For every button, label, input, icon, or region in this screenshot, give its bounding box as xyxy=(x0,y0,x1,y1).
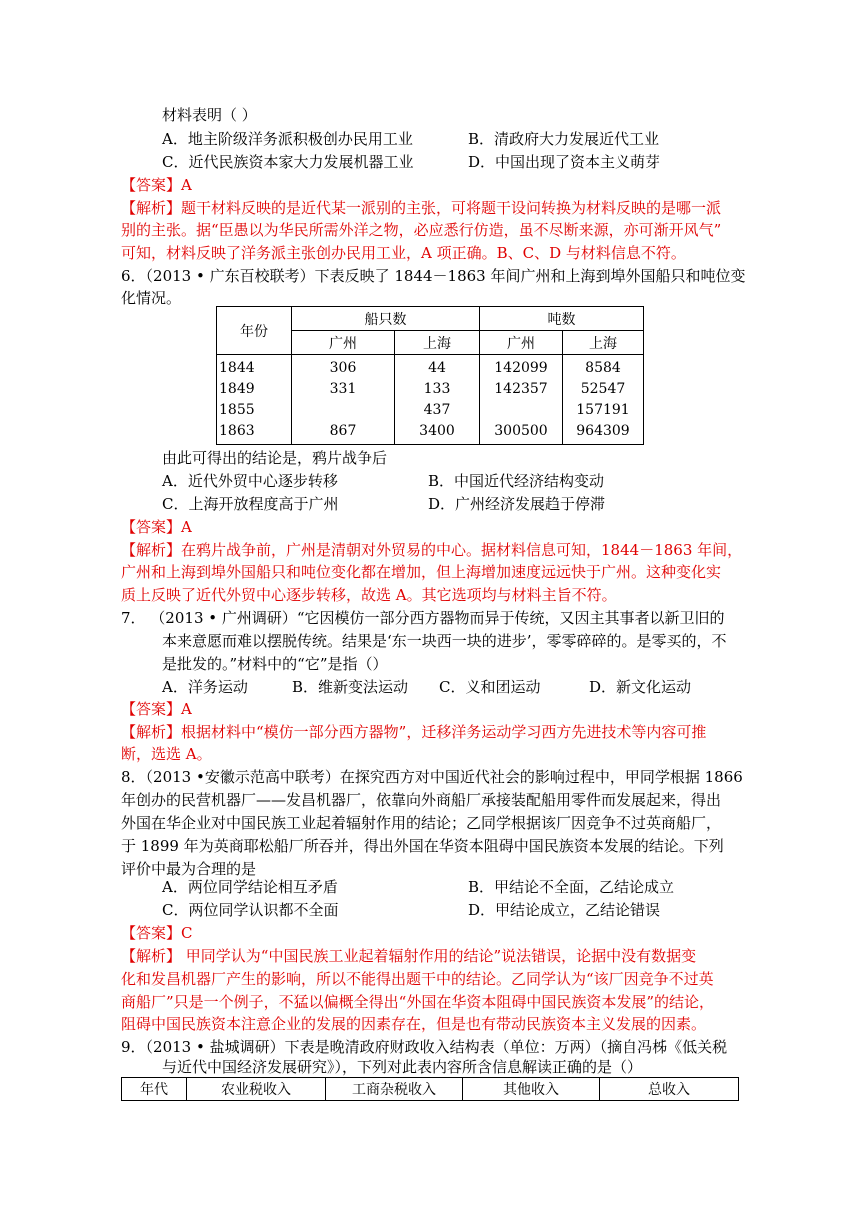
q6-stem-line-1: 6．（2013 • 广东百校联考）下表反映了 1844－1863 年间广州和上海到埠外国船只和吨位变 xyxy=(121,267,746,285)
q8-stem-line-4: 于 1899 年为英商耶松船厂所吞并，得出外国在华资本阻碍中国民族资本发展的结论。下列 xyxy=(121,837,724,855)
q7-analysis-line-2: 断，选选 A。 xyxy=(121,745,212,763)
table-cell: 52547 xyxy=(580,381,626,397)
answer-value: A xyxy=(181,518,192,536)
q5-answer xyxy=(121,174,192,196)
q6-analysis-line-2: 广州和上海到埠外国船只和吨位变化都在增加，但上海增加速度远远快于广州。这种变化实 xyxy=(121,563,722,581)
q5-option-b: B．清政府大力发展近代工业 xyxy=(468,130,660,148)
q8-analysis-line-3: 商船厂”只是一个例子，不猛以偏概全得出“外国在华资本阻碍中国民族资本发展”的结论， xyxy=(121,993,715,1011)
tons-guangzhou-column xyxy=(480,355,563,445)
table-cell: 142357 xyxy=(494,381,548,397)
q5-option-c: C．近代民族资本家大力发展机器工业 xyxy=(162,153,414,171)
q6-option-d: D．广州经济发展趋于停滞 xyxy=(428,495,606,513)
table-header-cell: 农业税收入 xyxy=(187,1078,326,1101)
q7-stem-line-3: 是批发的。”材料中的“它”是指（） xyxy=(162,655,388,673)
q5-analysis-line-3: 可知，材料反映了洋务派主张创办民用工业，A 项正确。B、C、D 与材料信息不符。 xyxy=(121,244,686,262)
analysis-label: 【解析】 xyxy=(121,541,182,559)
q8-answer xyxy=(121,922,193,944)
table-cell: 1855 xyxy=(219,402,255,418)
q6-option-b: B．中国近代经济结构变动 xyxy=(428,472,605,490)
q8-analysis-line-4: 阻碍中国民族资本注意企业的发展的因素存在，但是也有带动民族资本主义发展的因素。 xyxy=(121,1015,707,1033)
table-header-cell: 年代 xyxy=(122,1078,187,1101)
table-cell: 867 xyxy=(329,423,357,439)
table-cell xyxy=(480,400,562,421)
table-cell xyxy=(292,400,394,421)
q5-option-a: A．地主阶级洋务派积极创办民用工业 xyxy=(162,130,413,148)
table-cell: 133 xyxy=(423,381,451,397)
q8-stem-line-5: 评价中最为合理的是 xyxy=(121,860,257,878)
q6-analysis-line-3: 质上反映了近代外贸中心逐步转移，故选 A。其它选项均与材料主旨不符。 xyxy=(121,586,617,604)
analysis-text: 在鸦片战争前，广州是清朝对外贸易的中心。据材料信息可知，1844－1863 年间， xyxy=(181,541,743,559)
q5-stem: 材料表明（ ） xyxy=(162,106,257,124)
q8-analysis-line-2: 化和发昌机器厂产生的影响，所以不能得出题干中的结论。乙同学认为“该厂因竞争不过英 xyxy=(121,970,714,988)
q5-option-d: D．中国出现了资本主义萌芽 xyxy=(468,153,661,171)
q5-analysis-line-1 xyxy=(121,197,721,219)
table-data-block xyxy=(217,355,644,445)
q7-option-c: C．义和团运动 xyxy=(439,678,541,696)
table-subheader: 广州 xyxy=(292,331,395,355)
q8-analysis-line-1 xyxy=(121,945,696,967)
table-cell: 142099 xyxy=(494,360,548,376)
answer-label: 【答案】 xyxy=(121,700,182,718)
table-cell: 157191 xyxy=(576,402,630,418)
table-header-cell: 总收入 xyxy=(600,1078,739,1101)
table-cell: 1863 xyxy=(219,423,255,439)
q7-answer xyxy=(121,698,192,720)
table-header-cell: 其他收入 xyxy=(463,1078,600,1101)
q7-analysis-line-1 xyxy=(121,721,706,743)
table-cell: 964309 xyxy=(576,423,630,439)
table-cell: 3400 xyxy=(419,423,455,439)
q7-option-d: D．新文化运动 xyxy=(589,678,692,696)
q9-stem-line-1: 9．（2013 • 盐城调研）下表是晚清政府财政收入结构表（单位：万两）（摘自冯柹《低关税 xyxy=(121,1038,728,1056)
analysis-label: 【解析】 xyxy=(121,947,182,965)
table-cell: 331 xyxy=(329,381,357,397)
q6-answer xyxy=(121,516,192,538)
table-cell: 44 xyxy=(428,360,446,376)
analysis-label: 【解析】 xyxy=(121,723,182,741)
q8-option-a: A．两位同学结论相互矛盾 xyxy=(162,878,338,896)
q8-stem-line-3: 外国在华企业对中国民族工业起着辐射作用的结论；乙同学根据该厂因竞争不过英商船厂， xyxy=(121,814,722,832)
q7-option-b: B．维新变法运动 xyxy=(292,678,409,696)
q7-stem-line-1: 7． （2013 • 广州调研）“它因模仿一部分西方器物而异于传统，又因主其事者以新卫旧的 xyxy=(121,609,725,627)
table-header-cell: 工商杂税收入 xyxy=(326,1078,463,1101)
table-header-ships: 船只数 xyxy=(292,307,480,331)
analysis-label: 【解析】 xyxy=(121,199,182,217)
table-cell: 300500 xyxy=(494,423,548,439)
q6-option-a: A．近代外贸中心逐步转移 xyxy=(162,472,338,490)
q9-revenue-table xyxy=(121,1077,739,1101)
table-subheader: 广州 xyxy=(480,331,563,355)
table-cell: 1844 xyxy=(219,360,255,376)
year-column xyxy=(217,355,292,445)
answer-label: 【答案】 xyxy=(121,924,182,942)
q7-option-a: A．洋务运动 xyxy=(162,678,248,696)
table-header-year: 年份 xyxy=(217,307,292,355)
table-subheader: 上海 xyxy=(395,331,480,355)
q7-stem-line-2: 本来意愿而难以摆脱传统。结果是‘东一块西一块的进步’，零零碎碎的。是零买的，不 xyxy=(162,632,727,650)
q6-option-c: C．上海开放程度高于广州 xyxy=(162,495,339,513)
analysis-text: 题干材料反映的是近代某一派别的主张，可将题干设问转换为材料反映的是哪一派 xyxy=(181,199,722,217)
table-subheader: 上海 xyxy=(563,331,644,355)
table-cell: 8584 xyxy=(585,360,621,376)
q6-analysis-line-1 xyxy=(121,539,742,561)
q8-stem-line-1: 8．（2013 •安徽示范高中联考）在探究西方对中国近代社会的影响过程中，甲同学根据 1866 xyxy=(121,768,743,786)
ships-guangzhou-column xyxy=(292,355,395,445)
analysis-text: 根据材料中“模仿一部分西方器物”，迁移洋务运动学习西方先进技术等内容可推 xyxy=(181,723,707,741)
q8-stem-line-2: 年创办的民营机器厂——发昌机器厂，依靠向外商船厂承接装配船用零件而发展起来，得出 xyxy=(121,791,722,809)
q8-option-b: B．甲结论不全面，乙结论成立 xyxy=(468,878,675,896)
q6-conclusion: 由此可得出的结论是，鸦片战争后 xyxy=(162,449,388,467)
q8-option-d: D．甲结论成立，乙结论错误 xyxy=(468,901,661,919)
answer-value: A xyxy=(181,176,192,194)
q6-ships-table xyxy=(216,306,644,445)
answer-label: 【答案】 xyxy=(121,176,182,194)
tons-shanghai-column xyxy=(563,355,644,445)
table-cell: 306 xyxy=(329,360,357,376)
q6-stem-line-2: 化情况。 xyxy=(121,289,182,307)
analysis-text: 甲同学认为“中国民族工业起着辐射作用的结论”说法错误，论据中没有数据变 xyxy=(181,947,697,965)
answer-label: 【答案】 xyxy=(121,518,182,536)
table-cell: 437 xyxy=(423,402,451,418)
q5-analysis-line-2: 别的主张。据“臣愚以为华民所需外洋之物，必应悉行仿造，虽不尽断来源，亦可渐开风气” xyxy=(121,221,722,239)
answer-value: C xyxy=(181,924,193,942)
answer-value: A xyxy=(181,700,192,718)
q9-stem-line-2: 与近代中国经济发展研究》），下列对此表内容所含信息解读正确的是（） xyxy=(162,1058,643,1076)
q8-option-c: C．两位同学认识都不全面 xyxy=(162,901,339,919)
table-header-tons: 吨数 xyxy=(480,307,644,331)
ships-shanghai-column xyxy=(395,355,480,445)
table-cell: 1849 xyxy=(219,381,255,397)
